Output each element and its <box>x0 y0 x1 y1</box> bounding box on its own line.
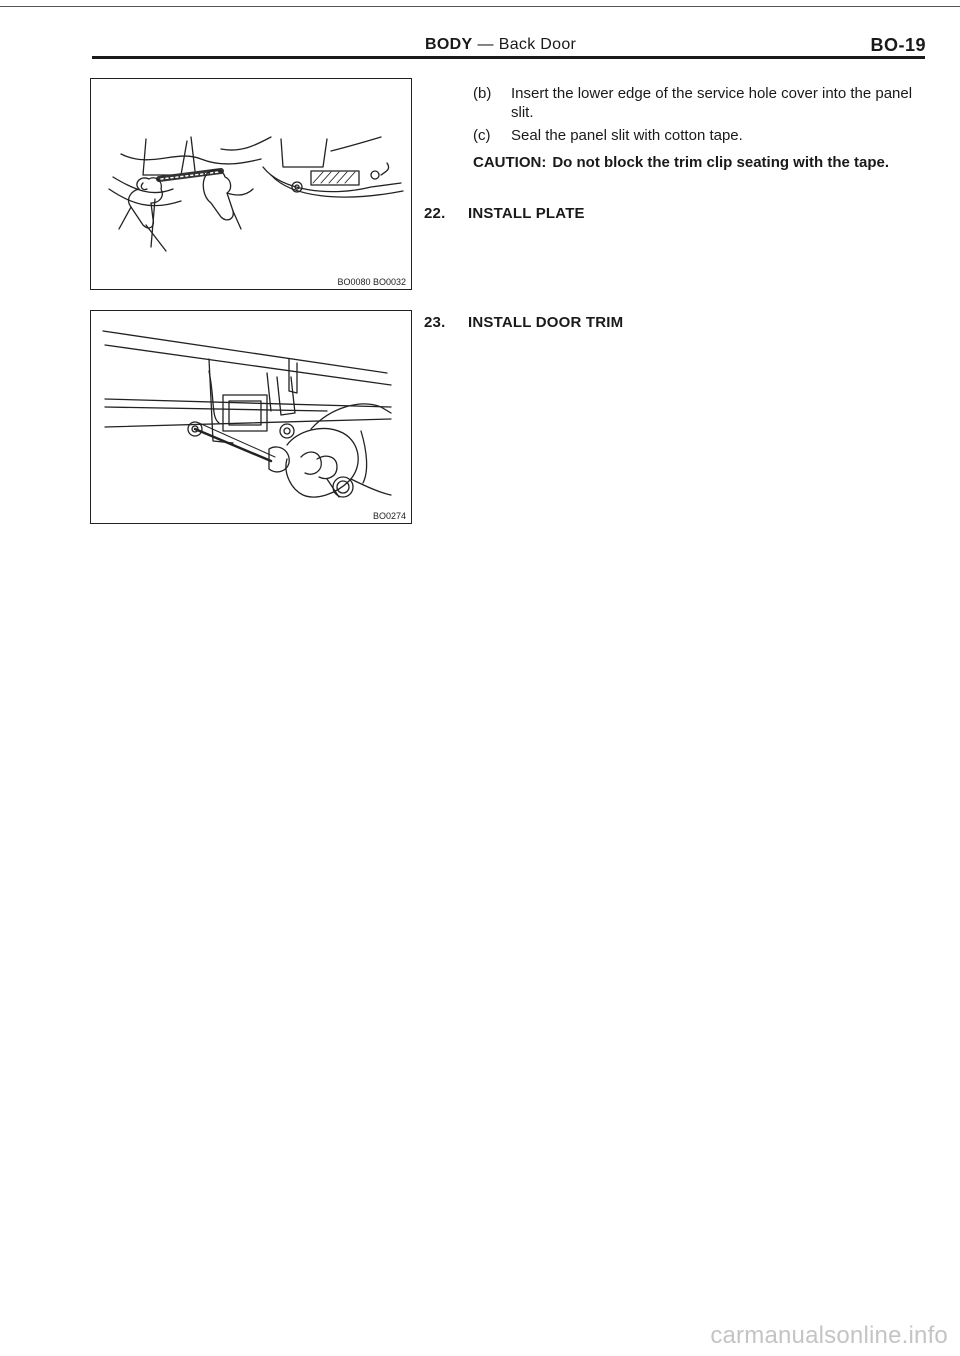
figure-code: BO0080 BO0032 <box>337 277 406 287</box>
heading-text: INSTALL DOOR TRIM <box>468 314 624 331</box>
top-rule <box>0 6 960 7</box>
step-text: Insert the lower edge of the service hole cover into the panel slit. <box>511 85 913 121</box>
page-number: BO-19 <box>870 35 926 55</box>
heading-install-door-trim <box>424 314 623 331</box>
step-letter: (b) <box>473 85 492 102</box>
figure-install-plate <box>90 310 412 524</box>
caution-label: CAUTION: <box>473 154 547 171</box>
page-header <box>425 36 576 54</box>
header-subsection: Back Door <box>498 36 577 53</box>
header-separator: — <box>477 36 494 53</box>
screwdriver-illustration <box>91 311 411 523</box>
figure-code: BO0274 <box>372 511 406 521</box>
header-rule <box>92 56 925 59</box>
watermark: carmanualsonline.info <box>710 1322 948 1349</box>
heading-text: INSTALL PLATE <box>468 205 585 222</box>
tape-illustration <box>91 79 411 289</box>
caution-text: Do not block the trim clip seating with the tape. <box>552 154 890 171</box>
header-section: BODY <box>425 36 473 53</box>
figure-service-hole-cover <box>90 78 412 290</box>
heading-number: 23. <box>424 314 446 331</box>
step-letter: (c) <box>473 127 491 144</box>
step-text: Seal the panel slit with cotton tape. <box>511 127 743 144</box>
heading-install-plate <box>424 205 585 222</box>
caution-note <box>473 153 918 173</box>
heading-number: 22. <box>424 205 446 222</box>
